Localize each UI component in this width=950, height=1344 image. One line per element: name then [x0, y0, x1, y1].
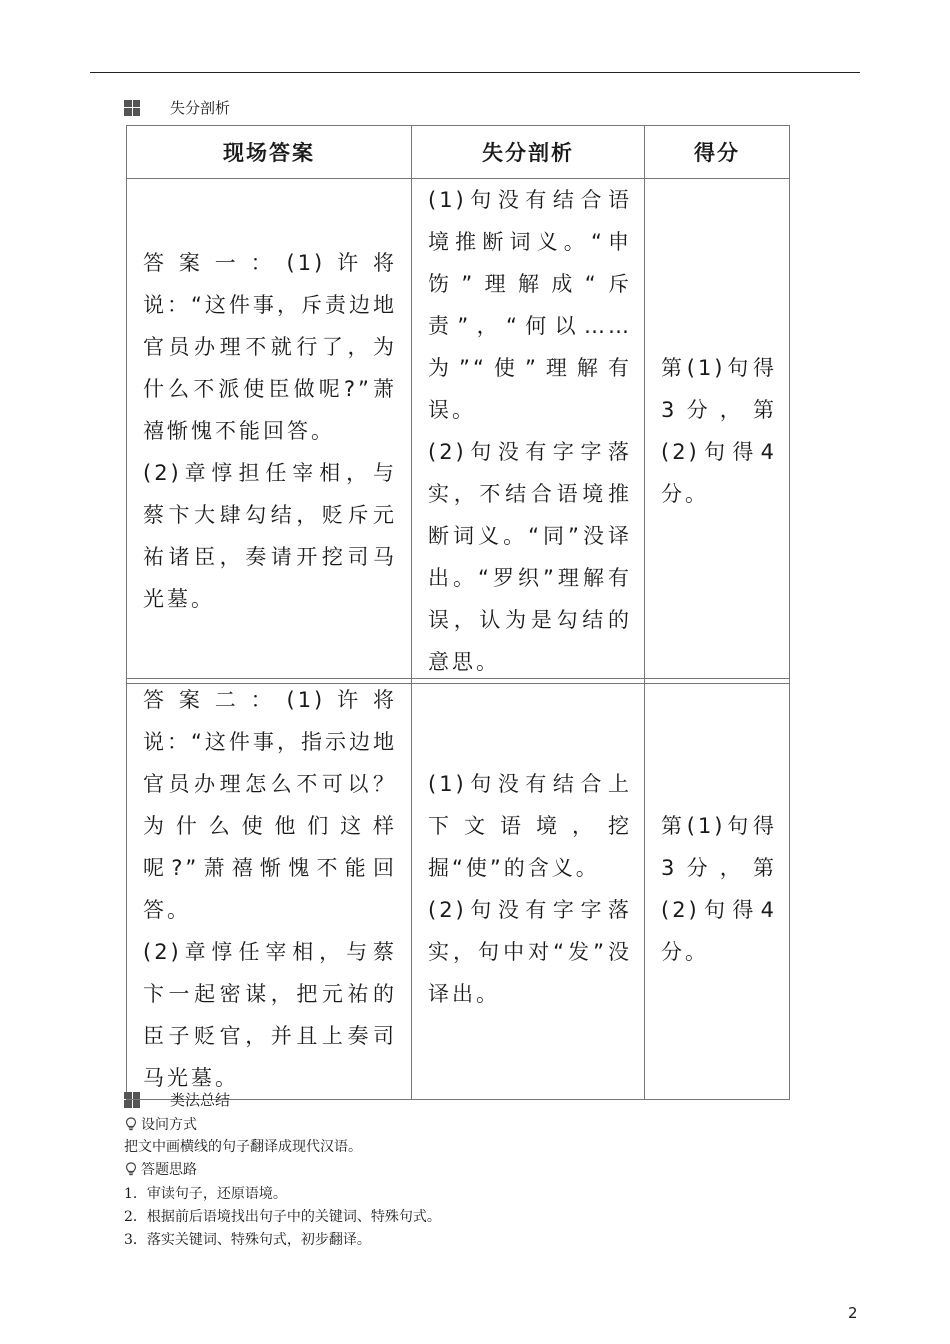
analysis-cell — [412, 179, 645, 684]
lightbulb-icon — [124, 1162, 138, 1176]
table-header-row — [127, 126, 790, 179]
answer-cell — [127, 679, 412, 1100]
page-number: 2 — [848, 1304, 858, 1322]
section-heading-summary — [124, 1089, 230, 1110]
header-answer: 现场答案 — [127, 126, 412, 179]
step-item: 3．落实关键词、特殊句式，初步翻译。 — [124, 1232, 371, 1248]
analysis-part-2: (2)句没有字字落实，句中对“发”没译出。 — [428, 898, 632, 1006]
analysis-cell — [412, 679, 645, 1100]
section-title: 失分剖析 — [170, 99, 231, 117]
step-item: 1．审读句子，还原语境。 — [124, 1186, 287, 1202]
tip-text: 把文中画横线的句子翻译成现代汉语。 — [124, 1139, 362, 1155]
answer-cell — [127, 179, 412, 684]
analysis-part-2: (2)句没有字字落实，不结合语境推断词义。“同”没译出。“罗织”理解有误，认为是勾结的意思。 — [428, 440, 632, 674]
table-row — [127, 179, 790, 684]
tip-title: 设问方式 — [141, 1117, 197, 1133]
tip-title: 答题思路 — [141, 1162, 197, 1178]
answer-part-1: 答案二：(1)许将说：“这件事，指示边地官员办理怎么不可以？为什么使他们这样呢?”萧禧惭愧不能回答。 — [143, 688, 397, 922]
score-cell — [645, 679, 790, 1100]
score-text: 第(1)句得3分，第(2)句得4分。 — [661, 356, 777, 506]
lightbulb-icon — [124, 1117, 138, 1131]
grid-square-icon — [124, 1092, 140, 1108]
score-text: 第(1)句得3分，第(2)句得4分。 — [661, 814, 777, 964]
analysis-table — [126, 125, 790, 684]
header-score: 得分 — [645, 126, 790, 179]
tip-question-form — [124, 1114, 197, 1134]
step-item: 2．根据前后语境找出句子中的关键词、特殊句式。 — [124, 1209, 441, 1225]
section-heading-analysis — [124, 97, 230, 118]
answer-part-2: (2)章惇担任宰相，与蔡卞大肆勾结，贬斥元祐诸臣，奏请开挖司马光墓。 — [143, 461, 397, 611]
analysis-part-1: (1)句没有结合上下文语境，挖掘“使”的含义。 — [428, 772, 632, 880]
header-analysis: 失分剖析 — [412, 126, 645, 179]
tip-answer-approach — [124, 1159, 197, 1179]
answer-part-1: 答案一：(1)许将说：“这件事，斥责边地官员办理不就行了，为什么不派使臣做呢?”萧禧惭愧不能回答。 — [143, 251, 397, 443]
table-row — [127, 679, 790, 1100]
score-cell — [645, 179, 790, 684]
answer-part-2: (2)章惇任宰相，与蔡卞一起密谋，把元祐的臣子贬官，并且上奏司马光墓。 — [143, 940, 397, 1090]
analysis-table-continued — [126, 678, 790, 1100]
section-title: 类法总结 — [170, 1091, 231, 1109]
top-rule — [90, 72, 860, 73]
grid-square-icon — [124, 100, 140, 116]
analysis-part-1: (1)句没有结合语境推断词义。“申饬”理解成“斥责”，“何以……为”“使”理解有误。 — [428, 188, 632, 422]
